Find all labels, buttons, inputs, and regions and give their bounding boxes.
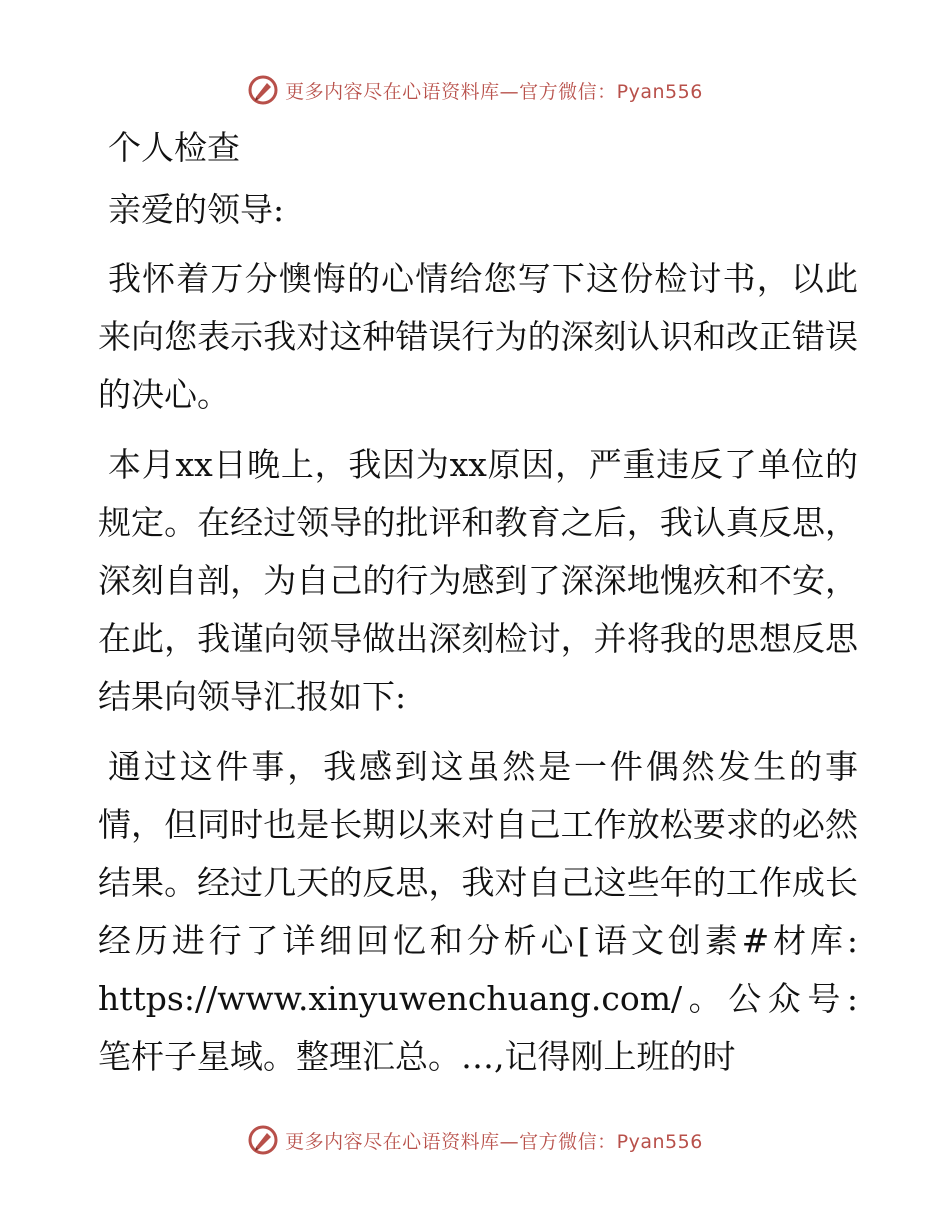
footer-banner-text: 更多内容尽在心语资料库—官方微信：Pyan556 (285, 1130, 703, 1153)
document-title: 个人检查 (108, 128, 240, 167)
document-body (98, 120, 858, 1098)
document-paragraph-3: 通过这件事，我感到这虽然是一件偶然发生的事情，但同时也是长期以来对自己工作放松要求的必然结果。经过几天的反思，我对自己这些年的工作成长经历进行了详细回忆和分析心[语文创素#材库: https://www.xinyuwenchuang.com/。公众号: 笔杆子星域。整理汇总。…,记得刚上班的时 (98, 747, 858, 1076)
document-paragraph-1: 我怀着万分懊悔的心情给您写下这份检讨书，以此来向您表示我对这种错误行为的深刻认识和改正错误的决心。 (98, 259, 858, 414)
footer-banner (0, 1120, 950, 1160)
pen-nib-logo-icon (247, 74, 279, 106)
pen-nib-logo-icon (247, 1124, 279, 1156)
document-paragraph-2: 本月xx日晚上，我因为xx原因，严重违反了单位的规定。在经过领导的批评和教育之后，我认真反思，深刻自剖，为自己的行为感到了深深地愧疚和不安，在此，我谨向领导做出深刻检讨，并将我的思想反思结果向领导汇报如下: (98, 445, 858, 716)
header-banner (0, 70, 950, 110)
document-greeting: 亲爱的领导: (108, 190, 285, 229)
header-banner-text: 更多内容尽在心语资料库—官方微信：Pyan556 (285, 80, 703, 103)
